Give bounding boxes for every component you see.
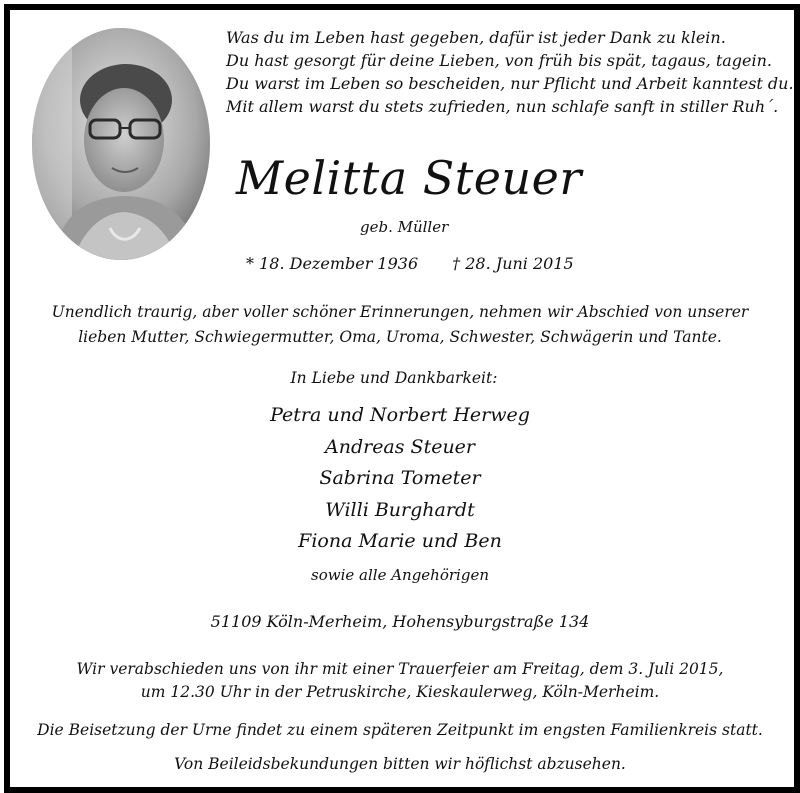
poem-line: Was du im Leben hast gegeben, dafür ist jeder Dank zu klein. [226,28,726,47]
ceremony-notice [0,658,800,704]
ceremony-line: Wir verabschieden uns von ihr mit einer Trauerfeier am Freitag, dem 3. Juli 2015, [76,660,724,678]
condolence-notice: Von Beileidsbekundungen bitten wir höflichst abzusehen. [174,755,626,773]
family-member: Fiona Marie und Ben [298,530,502,552]
poem-line: Du warst im Leben so bescheiden, nur Pflicht und Arbeit kanntest du. [226,74,794,93]
family-member: Willi Burghardt [325,498,475,521]
family-list [0,400,800,558]
portrait-photo [32,28,210,260]
life-dates [246,254,574,273]
maiden-name: geb. Müller [360,218,449,236]
family-member: Petra und Norbert Herweg [270,404,530,426]
birth-date: * 18. Dezember 1936 [246,254,419,273]
family-member: Sabrina Tometer [319,467,481,489]
poem-line: Mit allem warst du stets zufrieden, nun schlafe sanft in stiller Ruh´. [226,97,779,116]
farewell-notice [0,300,800,350]
poem [226,26,794,118]
notice-line: Unendlich traurig, aber voller schöner Erinnerungen, nehmen wir Abschied von unserer [51,303,749,321]
poem-line: Du hast gesorgt für deine Lieben, von früh bis spät, tagaus, tagein. [226,51,772,70]
ceremony-line: um 12.30 Uhr in der Petruskirche, Kieskaulerweg, Köln-Merheim. [140,683,660,701]
relatives-line: sowie alle Angehörigen [311,566,489,584]
thanks-intro [0,369,800,387]
deceased-name: Melitta Steuer [236,151,582,205]
death-date: † 28. Juni 2015 [452,254,574,273]
urn-notice: Die Beisetzung der Urne findet zu einem späteren Zeitpunkt im engsten Familienkreis statt. [37,721,763,739]
family-member: Andreas Steuer [324,435,476,458]
thanks-intro-text: In Liebe und Dankbarkeit: [290,369,498,387]
notice-line: lieben Mutter, Schwiegermutter, Oma, Uroma, Schwester, Schwägerin und Tante. [78,328,722,346]
address: 51109 Köln-Merheim, Hohensyburgstraße 134 [210,612,590,631]
portrait-image [32,28,210,260]
